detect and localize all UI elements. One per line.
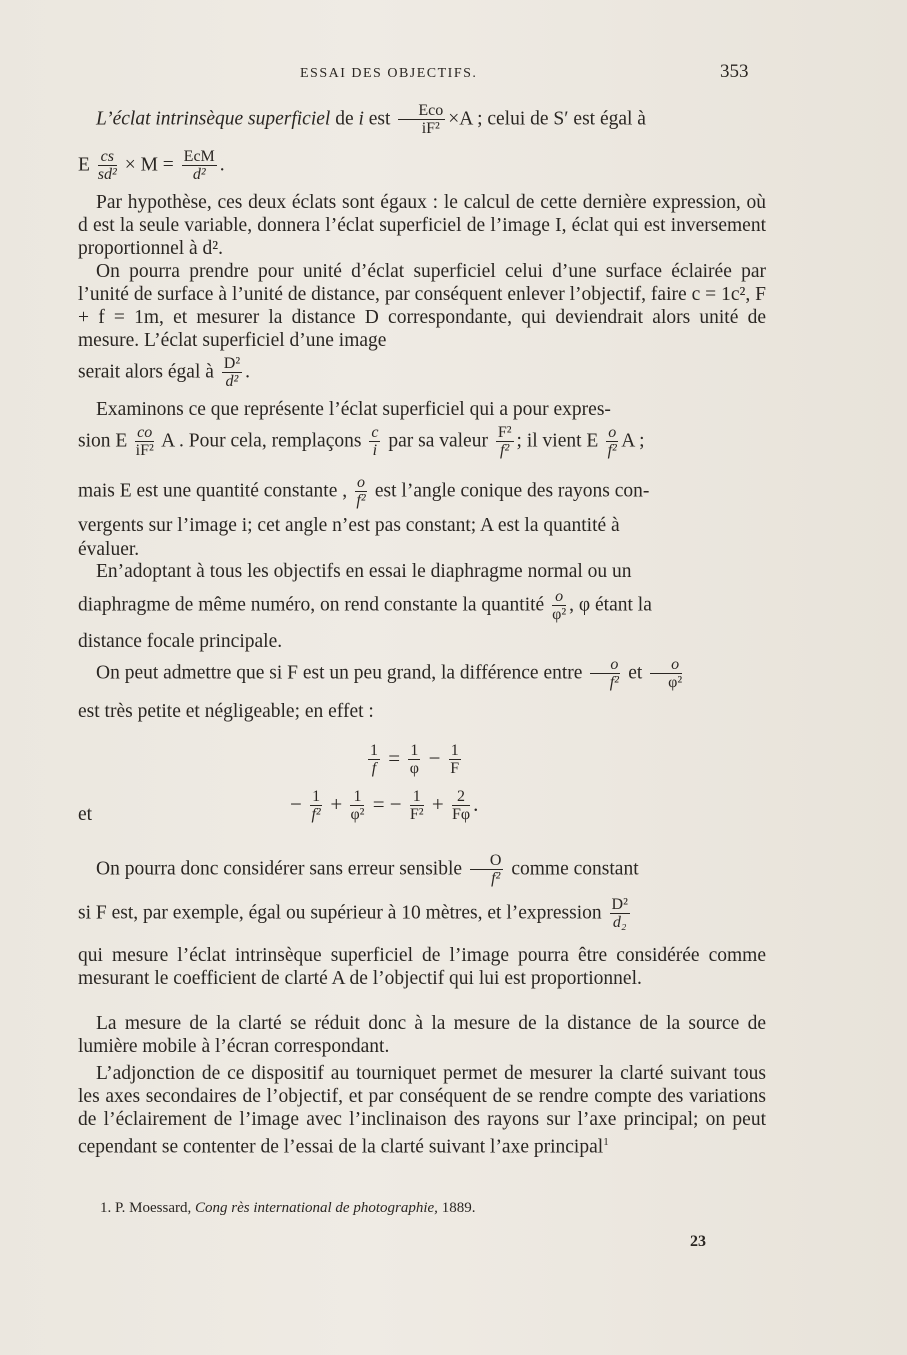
text: . — [219, 154, 225, 176]
equation-2-label: et — [78, 804, 93, 825]
denominator: d₂ — [612, 914, 627, 931]
page-number: 353 — [720, 61, 749, 82]
denominator: f² — [609, 674, 619, 691]
numerator: 1 — [350, 788, 364, 806]
paragraph-6-line1: En’adoptant à tous les objectifs en essai le diaphragme normal ou un — [96, 561, 632, 582]
numerator: EcM — [183, 148, 215, 165]
fraction — [452, 788, 470, 824]
paragraph-5-line3: évaluer. — [78, 539, 140, 560]
text: . — [245, 361, 250, 383]
footnote-author: 1. P. Moessard, — [100, 1200, 192, 1216]
denominator: d² — [225, 373, 239, 390]
denominator: d² — [192, 166, 206, 183]
numerator: 1 — [450, 742, 459, 759]
paragraph-6-line3: distance focale principale. — [78, 631, 283, 652]
numerator: o — [608, 424, 617, 441]
denominator: f² — [311, 806, 321, 823]
minus: − — [290, 791, 302, 816]
fraction — [552, 588, 566, 624]
plus: + — [431, 791, 444, 816]
fraction — [606, 424, 618, 460]
denominator: φ — [409, 760, 419, 777]
equals: = − — [372, 791, 402, 816]
equals: = — [388, 745, 401, 770]
plus: + — [330, 791, 343, 816]
footnote-year: 1889. — [441, 1200, 476, 1216]
paragraph-6-line2 — [78, 588, 766, 624]
text: comme constant — [511, 858, 639, 880]
denominator: sd² — [97, 166, 117, 183]
text: serait alors égal à — [78, 361, 214, 383]
variable: i — [358, 108, 364, 130]
fraction — [350, 788, 364, 824]
fraction — [496, 424, 514, 460]
numerator: o — [357, 474, 366, 491]
fraction — [449, 742, 461, 778]
paragraph-4-line1: Examinons ce que représente l’éclat superficiel qui a pour expres- — [96, 399, 611, 420]
numerator: O — [470, 852, 504, 870]
numerator: 1 — [370, 742, 378, 759]
text: On peut admettre que si F est un peu grand, la différence entre — [96, 662, 583, 684]
paragraph-8-line2 — [78, 896, 766, 932]
text: × M = — [124, 154, 174, 176]
denominator: f² — [491, 870, 501, 887]
paragraph-5-line1 — [78, 474, 766, 510]
denominator: f² — [356, 492, 366, 509]
text: , φ étant la — [569, 594, 652, 616]
text: si F est, par exemple, égal ou supérieur à 10 mètres, et l’expression — [78, 902, 602, 924]
numerator: 2 — [452, 788, 470, 806]
denominator: i — [372, 442, 378, 459]
denominator: φ² — [668, 674, 683, 691]
denominator: f² — [607, 442, 617, 459]
fraction — [355, 474, 367, 510]
paragraph-7-line1 — [78, 656, 766, 692]
italic-lead: L’éclat intrinsèque superficiel — [96, 108, 331, 130]
formula-line — [78, 148, 766, 184]
text: est l’angle conique des rayons con- — [374, 480, 650, 502]
denominator: iF² — [135, 442, 154, 459]
fraction — [410, 788, 424, 824]
numerator: o — [552, 588, 566, 606]
denominator: f — [371, 760, 377, 777]
text: de — [330, 108, 359, 130]
denominator: Fφ — [451, 806, 471, 823]
paragraph-3: On pourra prendre pour unité d’éclat superficiel celui d’une surface éclairée par l’unité de surface à l’unité de distance, par conséquent enlever l’objectif, faire c = 1c², F + f = 1m, et mesurer la distance D correspondante, qui deviendrait alors unité de mesure. L’éclat superficiel d’une image — [78, 261, 766, 351]
text: ×A ; celui de S′ est égal à — [448, 108, 646, 130]
fraction — [98, 148, 117, 184]
fraction — [408, 742, 420, 778]
fraction — [590, 656, 620, 692]
paragraph-5-line2: vergents sur l’image i; cet angle n’est pas constant; A est la quantité à — [78, 515, 620, 536]
footnote-title: Cong rès international de photographie, — [195, 1200, 438, 1216]
fraction — [310, 788, 322, 824]
paragraph-2: Par hypothèse, ces deux éclats sont égaux : le calcul de cette dernière expression, où d est la seule variable, donnera l’éclat superficiel de l’image I, éclat qui est inversement proportionnel à d². — [78, 192, 766, 259]
paragraph-4-line2 — [78, 424, 766, 460]
numerator: 1 — [312, 788, 321, 805]
running-header: ESSAI DES OBJECTIFS. — [300, 66, 478, 81]
fraction — [398, 102, 445, 138]
numerator: D² — [223, 355, 241, 372]
text: A ; — [621, 430, 645, 452]
numerator: 1 — [410, 788, 424, 806]
numerator: D² — [611, 896, 628, 913]
fraction — [182, 148, 217, 184]
text: ; il vient E — [516, 430, 599, 452]
denominator: φ² — [552, 606, 567, 623]
paragraph-10 — [78, 1062, 766, 1159]
numerator: 1 — [410, 742, 419, 759]
text: . — [473, 791, 479, 816]
denominator: iF² — [421, 120, 440, 137]
paragraph-8-line1 — [78, 852, 766, 888]
equation-2 — [290, 788, 478, 824]
fraction — [650, 656, 682, 692]
text: mais E est une quantité constante , — [78, 480, 348, 502]
paragraph-3-end — [78, 355, 766, 391]
numerator: c — [371, 424, 379, 441]
fraction — [222, 355, 242, 391]
text: par sa valeur — [388, 430, 488, 452]
text: On pourra donc considérer sans erreur sensible — [96, 858, 463, 880]
paragraph-9: La mesure de la clarté se réduit donc à la mesure de la distance de la source de lumière mobile à l’écran correspondant. — [78, 1013, 766, 1057]
numerator: F² — [497, 424, 512, 441]
fraction — [470, 852, 504, 888]
paragraph-1 — [78, 102, 766, 138]
equation-1 — [365, 742, 464, 778]
numerator: Eco — [398, 102, 445, 120]
denominator: F² — [409, 806, 424, 823]
text: et — [628, 662, 643, 684]
numerator: co — [137, 424, 153, 441]
fraction — [369, 424, 380, 460]
fraction — [135, 424, 154, 460]
denominator: φ² — [350, 806, 365, 823]
denominator: f² — [500, 442, 510, 459]
paragraph-7-line2: est très petite et négligeable; en effet : — [78, 701, 374, 722]
text: est — [363, 108, 396, 130]
fraction — [368, 742, 380, 778]
text: diaphragme de même numéro, on rend constante la quantité — [78, 594, 545, 616]
paragraph-8-rest: qui mesure l’éclat intrinsèque superficiel de l’image pourra être considérée comme mesurant le coefficient de clarté A de l’objectif qui lui est proportionnel. — [78, 945, 766, 989]
symbol: E — [78, 154, 90, 176]
numerator: o — [650, 656, 682, 674]
signature-mark: 23 — [690, 1233, 706, 1250]
text: A . Pour cela, remplaçons — [161, 430, 362, 452]
denominator: F — [450, 760, 460, 777]
text: sion E — [78, 430, 128, 452]
fraction — [610, 896, 630, 932]
footnote-ref: 1 — [603, 1136, 609, 1148]
footnote — [100, 1197, 475, 1220]
minus: − — [428, 745, 441, 770]
numerator: o — [590, 656, 620, 674]
text: L’adjonction de ce dispositif au tourniquet permet de mesurer la clarté suivant tous les axes secondaires de l’objectif, et par conséquent de se rendre compte des variations de l’éclairement de l’image avec l’inclinaison des rayons sur l’axe principal; on peut cependant se contenter de l’essai de la clarté suivant l’axe principal — [78, 1063, 766, 1158]
numerator: cs — [98, 148, 117, 166]
